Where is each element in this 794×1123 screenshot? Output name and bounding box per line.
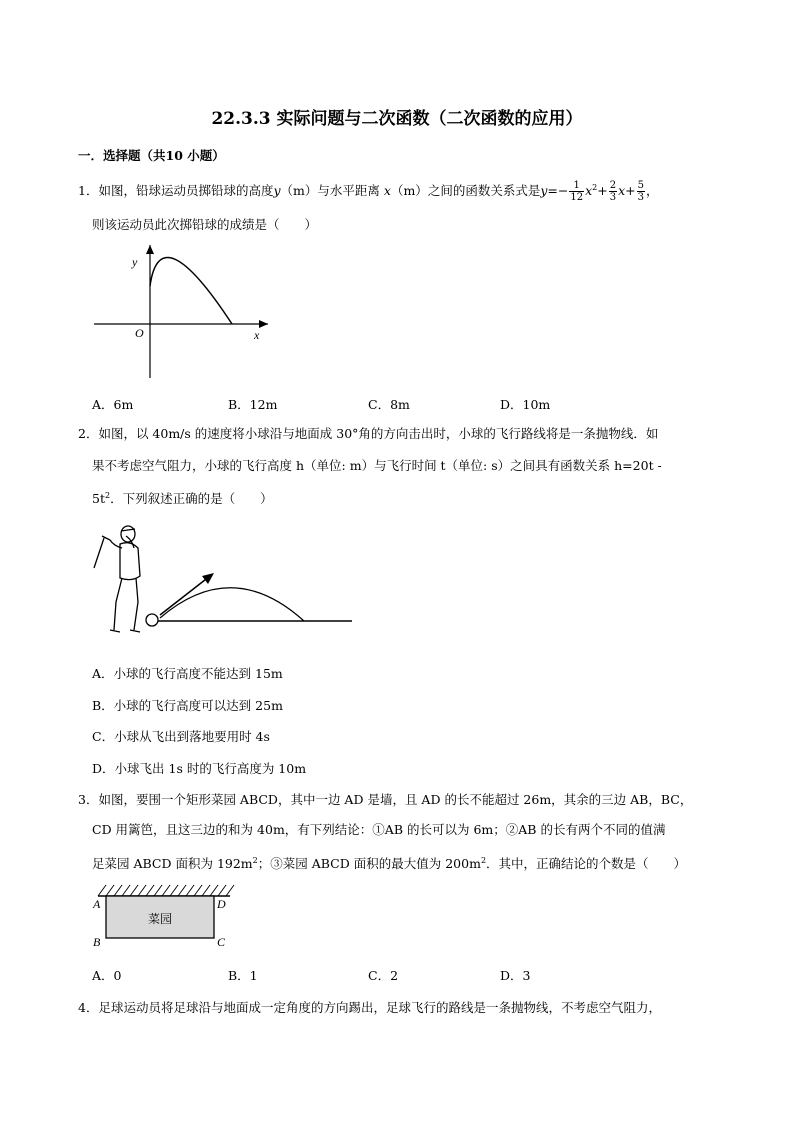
q1-var-x: x xyxy=(383,183,391,199)
q2-text-1: 如图，以 40m/s 的速度将小球沿与地面成 30°角的方向击出时，小球的飞行路线将是一条抛物线．如 xyxy=(98,426,659,441)
q3-option-b: B．1 xyxy=(228,968,258,983)
q1-formula-plus1: + xyxy=(597,183,608,199)
q1-unit-2: （m） xyxy=(390,183,428,199)
q3-line3 xyxy=(92,853,686,872)
q1-formula-x1: x xyxy=(618,183,626,199)
q3-text-3b: ；③菜园 ABCD 面积的最大值为 200m xyxy=(257,856,481,872)
q1-option-a: A．6m xyxy=(92,397,134,412)
q2-number: 2． xyxy=(78,426,99,441)
q2-golfer-figure xyxy=(92,518,354,643)
q2-option-a: A．小球的飞行高度不能达到 15m xyxy=(92,666,283,681)
q1-origin-label: O xyxy=(135,326,144,340)
q4-line1 xyxy=(78,1000,661,1016)
q1-text-c: 之间的函数关系式是 xyxy=(427,183,541,199)
q1-x-arrow-icon xyxy=(259,320,268,328)
q3-option-d: D．3 xyxy=(500,968,531,983)
q1-option-c: C．8m xyxy=(368,397,410,412)
q3-wall-hatching xyxy=(98,885,234,896)
q1-option-d: D．10m xyxy=(500,397,551,412)
q3-option-c: C．2 xyxy=(368,968,399,983)
q2-option-b: B．小球的飞行高度可以达到 25m xyxy=(92,698,283,713)
q1-line2: 则该运动员此次掷铅球的成绩是（ ） xyxy=(92,217,318,232)
q3-label-a: A xyxy=(93,897,101,911)
q1-number: 1． xyxy=(78,183,99,199)
q1-formula-end: ， xyxy=(646,183,659,199)
q1-graph xyxy=(90,245,280,385)
q1-y-label: y xyxy=(132,255,138,269)
q1-formula-plus2: + xyxy=(625,183,636,199)
q4-number: 4． xyxy=(78,1000,99,1015)
q1-formula-lhs: y xyxy=(540,183,548,199)
q1-var-y: y xyxy=(273,183,281,199)
q3-label-d: D xyxy=(217,897,226,911)
q2-line2: 果不考虑空气阻力，小球的飞行高度 h（单位: m）与飞行时间 t（单位: s）之间具有函数关系 h=20t - xyxy=(92,458,662,473)
q2-golfer-icon xyxy=(94,526,140,632)
q3-garden-label: 菜园 xyxy=(148,912,173,926)
q1-parabola xyxy=(150,258,232,324)
q2-option-d: D．小球飞出 1s 时的飞行高度为 10m xyxy=(92,761,307,776)
q2-option-c: C．小球从飞出到落地要用时 4s xyxy=(92,729,270,744)
q1-fraction-3: $\frac{5}{3}$ xyxy=(637,180,645,204)
q2-ball-icon xyxy=(146,614,158,626)
q2-arrow-head-icon xyxy=(202,573,214,584)
q1-fraction-2: $\frac{2}{3}$ xyxy=(609,180,617,204)
q3-garden-figure xyxy=(90,880,240,950)
q1-line1 xyxy=(78,180,659,203)
q1-unit-1: （m） xyxy=(280,183,318,199)
q3-text-3a: 足菜园 ABCD 面积为 192m xyxy=(92,856,253,872)
page-title: 22.3.3 实际问题与二次函数（二次函数的应用） xyxy=(211,109,583,129)
q1-formula-eq: =− xyxy=(547,183,569,199)
q2-trajectory xyxy=(160,588,304,621)
q3-number: 3． xyxy=(78,792,99,807)
q1-x-label: x xyxy=(254,328,260,342)
q3-label-c: C xyxy=(217,935,226,949)
q2-text-3b: ．下列叙述正确的是（ ） xyxy=(110,491,273,507)
q3-text-3c: ．其中，正确结论的个数是（ ） xyxy=(486,856,687,872)
q3-line1 xyxy=(78,792,692,808)
q1-text-a: 如图，铅球运动员掷铅球的高度 xyxy=(98,183,274,199)
q1-y-arrow-icon xyxy=(146,245,154,254)
q2-line1 xyxy=(78,426,658,442)
q1-text-b: 与水平距离 xyxy=(317,183,380,199)
q1-option-b: B．12m xyxy=(228,397,278,412)
q3-sup-1: 2 xyxy=(252,856,258,865)
section-heading: 一．选择题（共10 小题） xyxy=(78,148,225,163)
q3-label-b: B xyxy=(93,935,101,949)
q2-text-3a: 5t xyxy=(92,491,105,507)
q3-sup-2: 2 xyxy=(480,856,487,865)
q2-direction-arrow xyxy=(160,576,210,615)
q1-formula-x2: x xyxy=(585,183,593,199)
q2-line3 xyxy=(92,488,273,507)
q1-fraction-1: $\frac{1}{12}$ xyxy=(570,180,584,204)
q4-text-1: 足球运动员将足球沿与地面成一定角度的方向踢出，足球飞行的路线是一条抛物线，不考虑空气阻力， xyxy=(98,1000,661,1015)
q3-line2: CD 用篱笆，且这三边的和为 40m，有下列结论：①AB 的长可以为 6m；②AB 的长有两个不同的值满 xyxy=(92,822,666,837)
q2-sup: 2 xyxy=(104,491,111,500)
q3-text-1: 如图，要围一个矩形菜园 ABCD，其中一边 AD 是墙，且 AD 的长不能超过 26m，其余的三边 AB，BC， xyxy=(98,792,693,807)
q1-formula-sup: 2 xyxy=(592,183,598,192)
q3-option-a: A．0 xyxy=(92,968,122,983)
